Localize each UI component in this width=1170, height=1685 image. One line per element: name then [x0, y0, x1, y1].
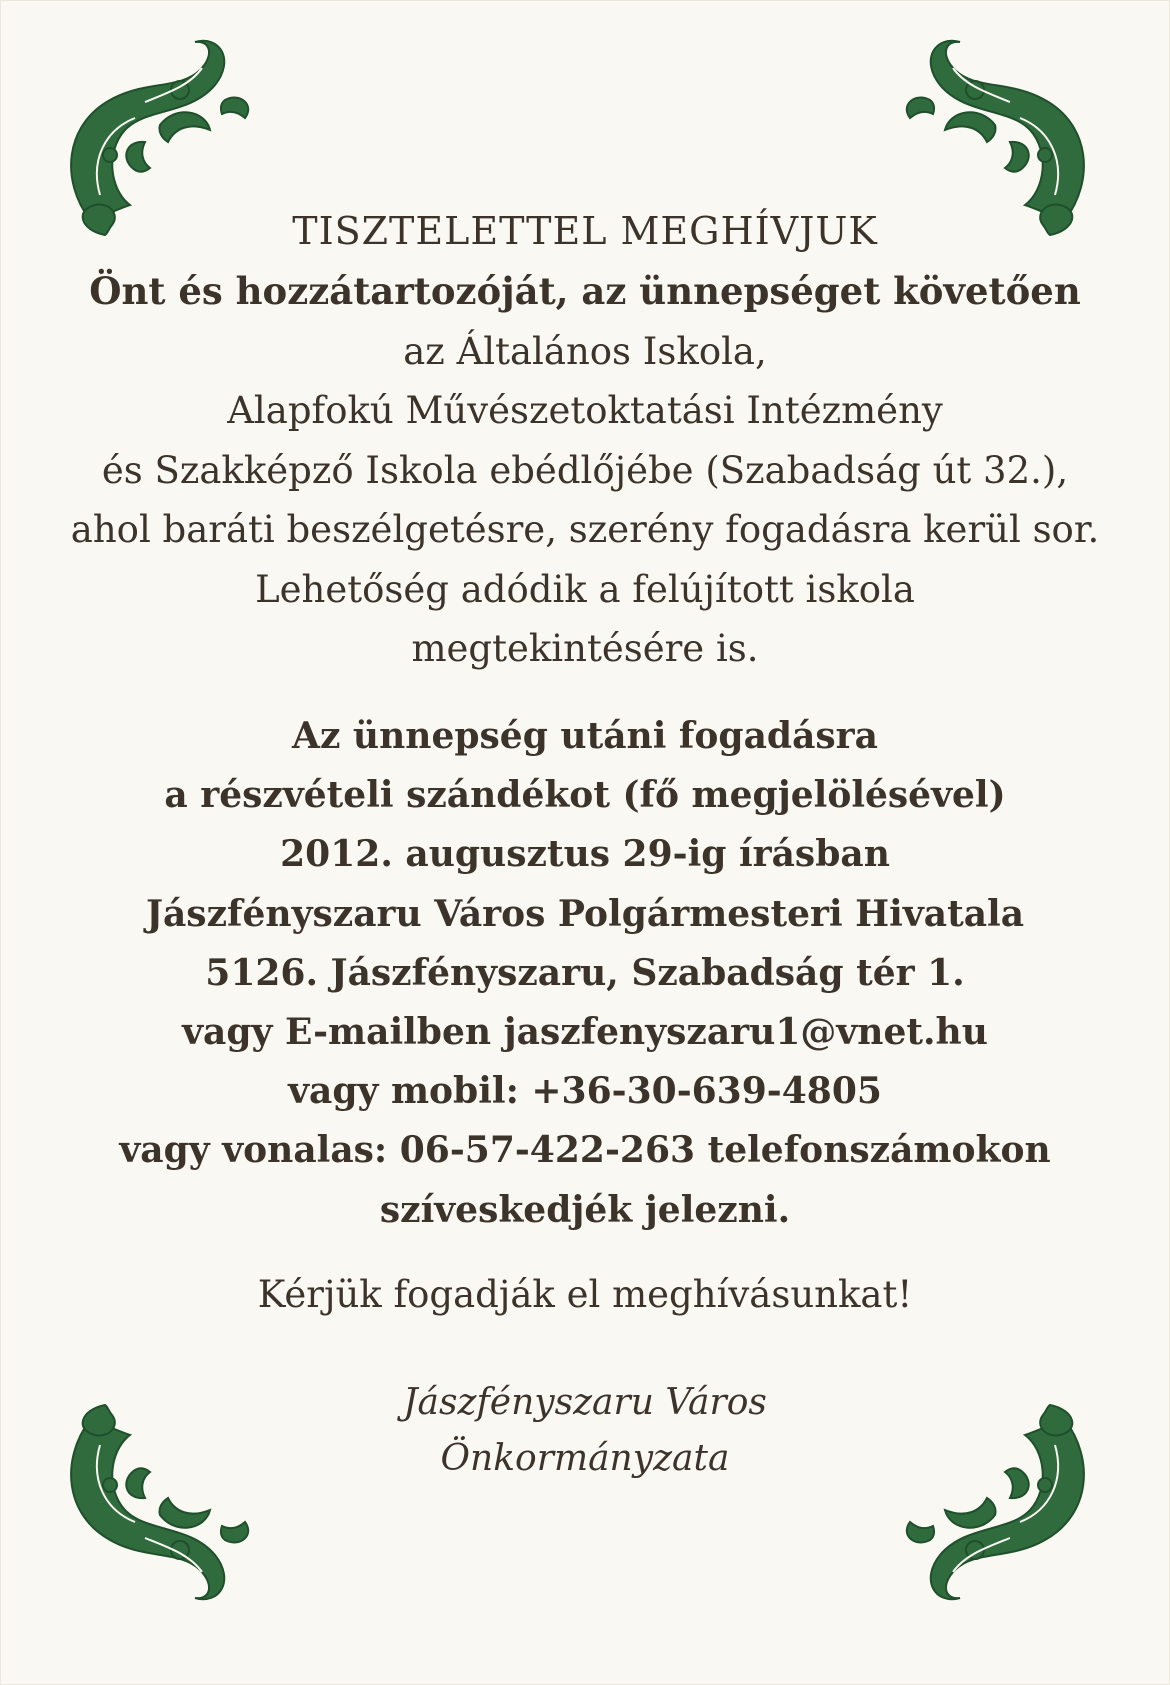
venue-line: az Általános Iskola, [403, 329, 767, 373]
rsvp-address-line: 5126. Jászfényszaru, Szabadság tér 1. [205, 951, 965, 994]
invitation-heading: TISZTELETTEL MEGHÍVJUK [292, 209, 878, 253]
venue-line: megtekintésére is. [411, 627, 759, 670]
rsvp-line: 2012. augusztus 29-ig írásban [280, 833, 890, 876]
rsvp-line: a részvételi szándékot (fő megjelölésével) [164, 774, 1006, 817]
venue-line: és Szakképző Iskola ebédlőjébe (Szabadság út 32.), [101, 448, 1069, 492]
signature-line: Önkormányzata [440, 1438, 730, 1479]
venue-line: ahol baráti beszélgetésre, szerény fogadásra kerül sor. [70, 508, 1100, 551]
venue-paragraph [60, 262, 1110, 679]
rsvp-line: szíveskedjék jelezni. [379, 1188, 791, 1231]
venue-line: Alapfokú Művészetoktatási Intézmény [227, 389, 943, 432]
closing-line: Kérjük fogadják el meghívásunkat! [257, 1273, 913, 1316]
rsvp-paragraph [60, 707, 1110, 1240]
rsvp-landline-line: vagy vonalas: 06-57-422-263 telefonszámokon [119, 1129, 1051, 1172]
rsvp-email-line: vagy E-mailben jaszfenyszaru1@vnet.hu [182, 1011, 988, 1054]
signature-line: Jászfényszaru Város [403, 1382, 767, 1423]
rsvp-line: Az ünnepség utáni fogadásra [292, 715, 878, 757]
venue-line: Lehetőség adódik a felújított iskola [255, 567, 915, 611]
signature-block [60, 1375, 1110, 1487]
venue-line: Önt és hozzátartozóját, az ünnepséget követően [89, 269, 1081, 313]
rsvp-line: Jászfényszaru Város Polgármesteri Hivatala [145, 892, 1025, 935]
rsvp-mobile-line: vagy mobil: +36-30-639-4805 [288, 1070, 882, 1113]
